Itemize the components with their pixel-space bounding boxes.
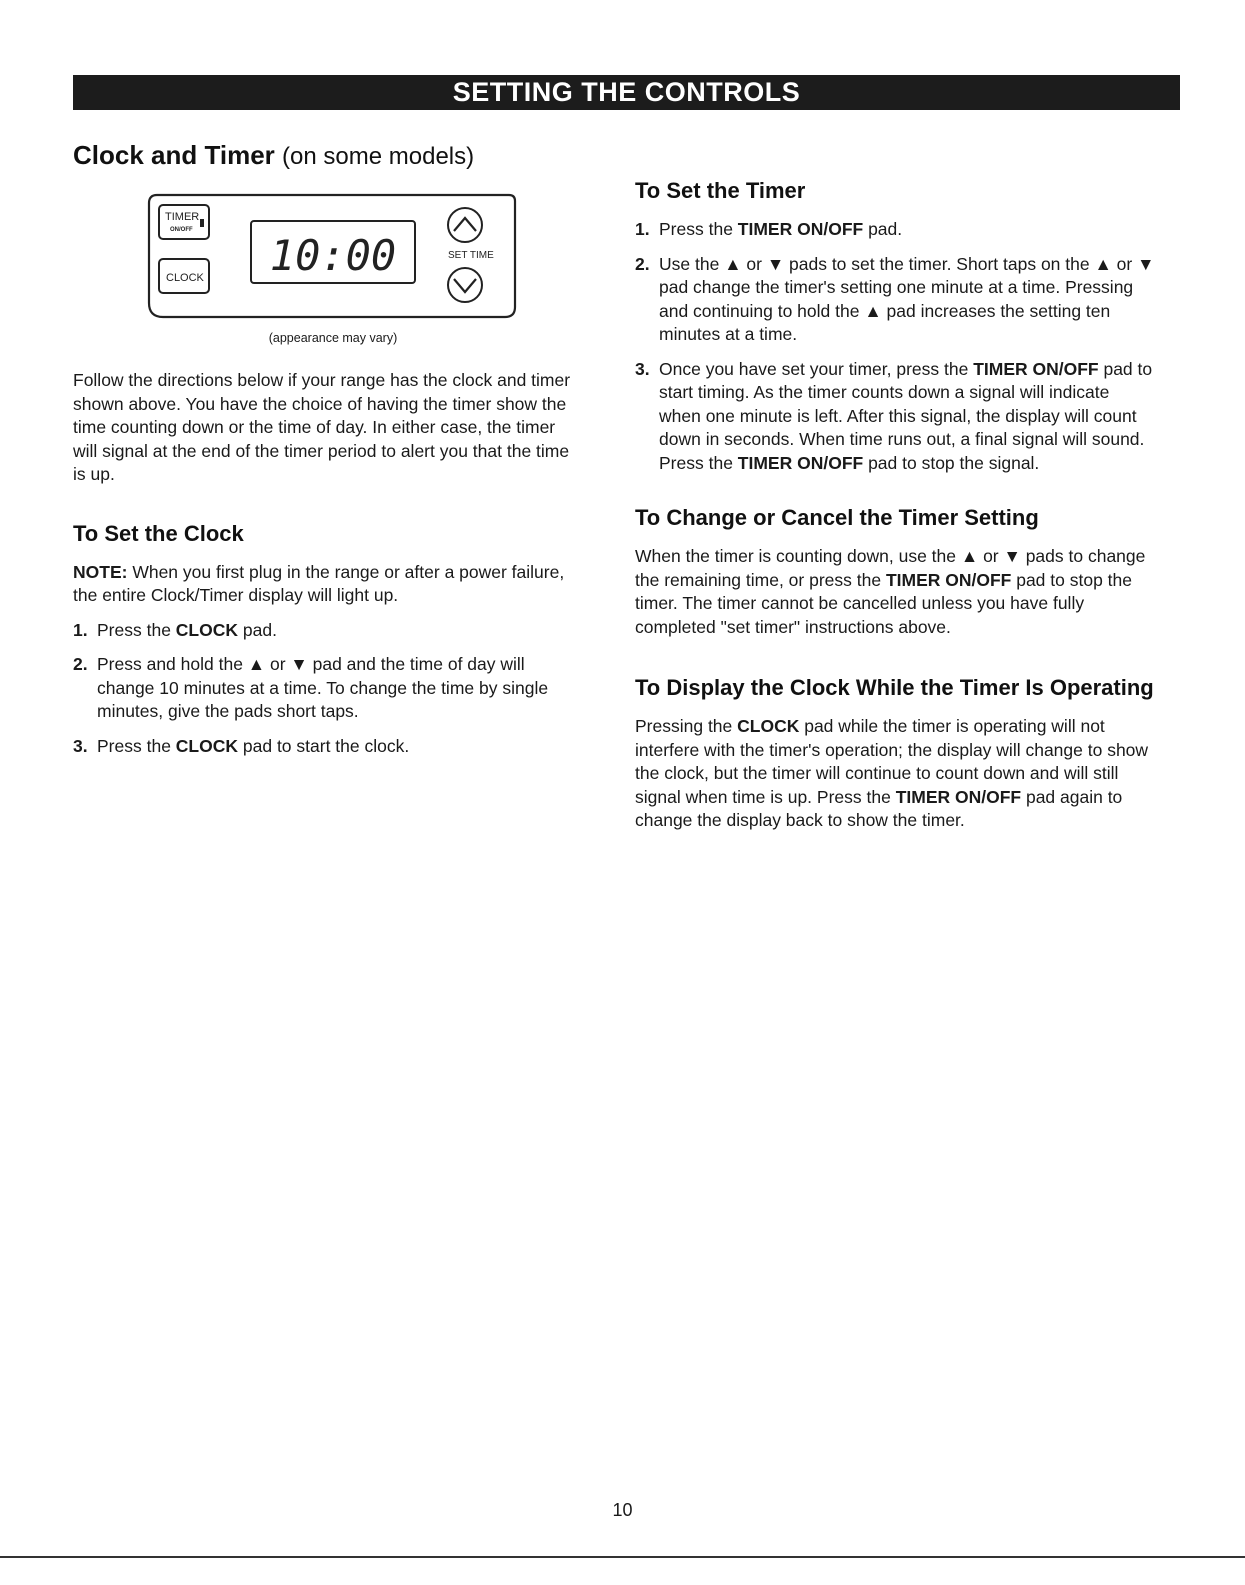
- display-clock-paragraph: Pressing the CLOCK pad while the timer is operating will not interfere with the timer's operation; the display will change to show the clock, but the timer will continue to count down and will still signal when time is up. Press the TIMER ON/OFF pad again to change the display back to show the timer.: [635, 716, 1149, 830]
- intro-paragraph: Follow the directions below if your range has the clock and timer shown above. You have the choice of having the timer show the time counting down or the time of day. In either case, the timer will signal at the end of the timer period to alert you that the time is up.: [73, 370, 571, 484]
- list-item: 1. Press the TIMER ON/OFF pad.: [635, 218, 1155, 242]
- display-clock-heading: To Display the Clock While the Timer Is Operating: [635, 675, 1154, 700]
- left-column: [73, 140, 583, 769]
- step-number: 1.: [635, 219, 650, 239]
- section-header-title: SETTING THE CONTROLS: [452, 77, 801, 107]
- timer-pad-sublabel: ON/OFF: [170, 227, 193, 233]
- change-timer-paragraph: When the timer is counting down, use the ▲ or ▼ pads to change the remaining time, or press the TIMER ON/OFF pad to stop the timer. The timer cannot be cancelled unless you have fully completed "set timer" instructions above.: [635, 546, 1146, 637]
- page-number: 10: [612, 1500, 633, 1520]
- step-number: 1.: [73, 619, 88, 640]
- list-item: 3. Once you have set your timer, press the TIMER ON/OFF pad to start timing. As the timer counts down a signal will indicate when one minute is left. After this signal, the display will count down in seconds. When time runs out, a final signal will sound. Press the TIMER ON/OFF pad to stop the signal.: [635, 358, 1153, 473]
- page-title-main: Clock and Timer: [73, 140, 275, 170]
- step-number: 2.: [73, 654, 88, 674]
- list-item: 2. Press and hold the ▲ or ▼ pad and the time of day will change 10 minutes at a time. To change the time by single minutes, give the pads short taps.: [73, 654, 549, 721]
- page-title: [73, 140, 583, 171]
- up-arrow-icon: [448, 208, 482, 242]
- clock-pad-label: CLOCK: [166, 272, 204, 284]
- set-timer-heading: To Set the Timer: [635, 178, 806, 203]
- list-item: 2. Use the ▲ or ▼ pads to set the timer. Short taps on the ▲ or ▼ pad change the timer's setting one minute at a time. Pressing and continuing to hold the ▲ pad increases the setting ten minutes at a time.: [635, 253, 1155, 344]
- control-panel-illustration: [143, 187, 523, 327]
- note-label: NOTE:: [73, 561, 128, 582]
- bottom-divider: [0, 1556, 1245, 1558]
- lcd-display-text: 10:00: [269, 231, 397, 280]
- set-timer-steps: [635, 218, 1155, 475]
- list-item: 1. Press the CLOCK pad.: [73, 619, 583, 643]
- step-number: 2.: [635, 253, 650, 274]
- set-clock-heading: To Set the Clock: [73, 520, 244, 546]
- set-time-label: SET TIME: [448, 250, 494, 261]
- section-header-bar: [73, 75, 1180, 110]
- control-panel-drawing: [143, 187, 523, 327]
- down-arrow-icon: [448, 268, 482, 302]
- panel-caption: (appearance may vary): [268, 331, 398, 345]
- step-number: 3.: [635, 358, 650, 379]
- list-item: 3. Press the CLOCK pad to start the clock.: [73, 735, 583, 759]
- set-clock-steps: [73, 619, 583, 759]
- change-timer-heading: To Change or Cancel the Timer Setting: [635, 505, 1039, 530]
- step-number: 3.: [73, 735, 88, 756]
- set-clock-note: [73, 561, 583, 608]
- page-title-sub: (on some models): [282, 143, 475, 170]
- note-text: When you first plug in the range or after a power failure, the entire Clock/Timer display will light up.: [73, 561, 565, 605]
- right-column: [635, 178, 1155, 833]
- timer-pad-label: TIMER: [165, 211, 200, 223]
